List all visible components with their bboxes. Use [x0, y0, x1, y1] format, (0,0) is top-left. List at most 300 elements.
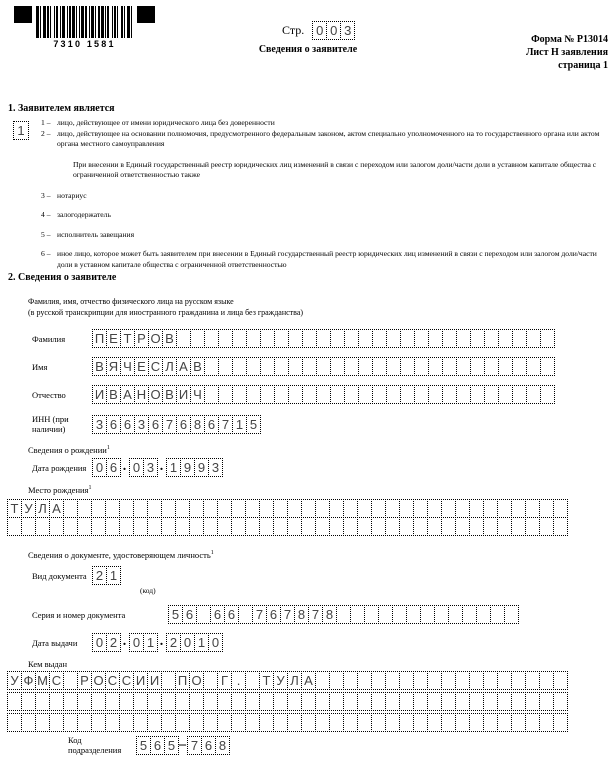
- form-cell[interactable]: [539, 517, 554, 536]
- form-cell[interactable]: [21, 517, 36, 536]
- form-cell[interactable]: [484, 385, 499, 404]
- form-cell[interactable]: 6: [120, 415, 135, 434]
- form-cell[interactable]: [105, 517, 120, 536]
- form-cell[interactable]: [540, 357, 555, 376]
- form-cell[interactable]: [343, 671, 358, 690]
- form-cell[interactable]: Р: [134, 329, 149, 348]
- form-cell[interactable]: [371, 499, 386, 518]
- form-cell[interactable]: [274, 385, 289, 404]
- form-cell[interactable]: 5: [136, 736, 151, 755]
- form-cell[interactable]: [105, 692, 120, 711]
- form-cell[interactable]: [49, 692, 64, 711]
- form-cell[interactable]: Ч: [190, 385, 205, 404]
- form-cell[interactable]: [63, 692, 78, 711]
- form-cell[interactable]: С: [148, 357, 163, 376]
- form-cell[interactable]: [35, 713, 50, 732]
- form-cell[interactable]: [456, 329, 471, 348]
- doc-type-input[interactable]: [92, 566, 120, 585]
- form-cell[interactable]: [469, 713, 484, 732]
- form-cell[interactable]: [161, 692, 176, 711]
- form-cell[interactable]: [203, 713, 218, 732]
- form-cell[interactable]: [470, 385, 485, 404]
- form-cell[interactable]: [231, 499, 246, 518]
- form-cell[interactable]: [399, 692, 414, 711]
- issue-day-input[interactable]: [92, 633, 120, 652]
- form-cell[interactable]: 7: [280, 605, 295, 624]
- form-cell[interactable]: 7: [187, 736, 202, 755]
- form-cell[interactable]: [273, 517, 288, 536]
- form-cell[interactable]: [301, 499, 316, 518]
- form-cell[interactable]: [539, 499, 554, 518]
- form-cell[interactable]: [483, 671, 498, 690]
- form-cell[interactable]: 0: [92, 458, 107, 477]
- form-cell[interactable]: [498, 357, 513, 376]
- form-cell[interactable]: [315, 517, 330, 536]
- form-cell[interactable]: Л: [35, 499, 50, 518]
- page-number-cells[interactable]: [312, 21, 354, 40]
- form-cell[interactable]: 7: [252, 605, 267, 624]
- form-cell[interactable]: [315, 713, 330, 732]
- form-cell[interactable]: [399, 671, 414, 690]
- birth-place-input-line-2[interactable]: [7, 517, 608, 536]
- form-cell[interactable]: [175, 499, 190, 518]
- form-cell[interactable]: [63, 517, 78, 536]
- form-cell[interactable]: 0: [312, 21, 327, 40]
- form-cell[interactable]: 1: [143, 633, 158, 652]
- form-cell[interactable]: [119, 499, 134, 518]
- form-cell[interactable]: [91, 713, 106, 732]
- form-cell[interactable]: 6: [210, 605, 225, 624]
- form-cell[interactable]: [35, 517, 50, 536]
- form-cell[interactable]: [147, 713, 162, 732]
- form-cell[interactable]: [385, 517, 400, 536]
- form-cell[interactable]: [63, 671, 78, 690]
- form-cell[interactable]: [175, 692, 190, 711]
- form-cell[interactable]: 7: [218, 415, 233, 434]
- form-cell[interactable]: [358, 329, 373, 348]
- form-cell[interactable]: [525, 499, 540, 518]
- form-cell[interactable]: 2: [106, 633, 121, 652]
- form-cell[interactable]: [147, 499, 162, 518]
- form-cell[interactable]: [133, 499, 148, 518]
- form-cell[interactable]: [455, 692, 470, 711]
- form-cell[interactable]: [400, 385, 415, 404]
- form-cell[interactable]: [21, 713, 36, 732]
- form-cell[interactable]: В: [162, 385, 177, 404]
- form-cell[interactable]: [330, 385, 345, 404]
- form-cell[interactable]: [260, 329, 275, 348]
- form-cell[interactable]: У: [273, 671, 288, 690]
- form-cell[interactable]: 7: [308, 605, 323, 624]
- form-cell[interactable]: [302, 357, 317, 376]
- form-cell[interactable]: [525, 671, 540, 690]
- form-cell[interactable]: 6: [224, 605, 239, 624]
- issued-by-input-line-2[interactable]: [7, 692, 608, 711]
- form-cell[interactable]: [288, 329, 303, 348]
- form-cell[interactable]: С: [119, 671, 134, 690]
- form-cell[interactable]: [77, 517, 92, 536]
- form-cell[interactable]: [526, 357, 541, 376]
- form-cell[interactable]: [490, 605, 505, 624]
- form-cell[interactable]: [329, 517, 344, 536]
- form-cell[interactable]: [358, 357, 373, 376]
- form-cell[interactable]: [525, 692, 540, 711]
- form-cell[interactable]: П: [92, 329, 107, 348]
- form-cell[interactable]: [497, 499, 512, 518]
- form-cell[interactable]: [77, 692, 92, 711]
- form-cell[interactable]: [539, 671, 554, 690]
- form-cell[interactable]: [217, 517, 232, 536]
- form-cell[interactable]: [357, 517, 372, 536]
- form-cell[interactable]: [428, 385, 443, 404]
- form-cell[interactable]: [497, 671, 512, 690]
- form-cell[interactable]: [371, 692, 386, 711]
- form-cell[interactable]: [420, 605, 435, 624]
- form-cell[interactable]: [176, 329, 191, 348]
- dept-code-right-input[interactable]: [187, 736, 229, 755]
- form-cell[interactable]: [259, 517, 274, 536]
- form-cell[interactable]: [484, 357, 499, 376]
- form-cell[interactable]: [399, 713, 414, 732]
- form-cell[interactable]: [455, 671, 470, 690]
- form-cell[interactable]: [330, 357, 345, 376]
- form-cell[interactable]: [274, 329, 289, 348]
- form-cell[interactable]: [316, 357, 331, 376]
- form-cell[interactable]: Е: [106, 329, 121, 348]
- form-cell[interactable]: [483, 499, 498, 518]
- form-cell[interactable]: [498, 385, 513, 404]
- patronymic-input[interactable]: [92, 385, 554, 404]
- form-cell[interactable]: [413, 713, 428, 732]
- form-cell[interactable]: [511, 713, 526, 732]
- form-cell[interactable]: [357, 499, 372, 518]
- issued-by-input-line-1[interactable]: [7, 671, 608, 690]
- form-cell[interactable]: [336, 605, 351, 624]
- form-cell[interactable]: [203, 499, 218, 518]
- form-cell[interactable]: 0: [326, 21, 341, 40]
- form-cell[interactable]: [455, 499, 470, 518]
- form-cell[interactable]: [399, 499, 414, 518]
- form-cell[interactable]: [413, 671, 428, 690]
- form-cell[interactable]: [553, 517, 568, 536]
- form-cell[interactable]: [413, 517, 428, 536]
- form-cell[interactable]: [428, 329, 443, 348]
- form-cell[interactable]: [371, 671, 386, 690]
- form-cell[interactable]: [350, 605, 365, 624]
- form-cell[interactable]: [35, 692, 50, 711]
- form-cell[interactable]: И: [147, 671, 162, 690]
- form-cell[interactable]: [385, 713, 400, 732]
- form-cell[interactable]: [7, 517, 22, 536]
- form-cell[interactable]: [386, 385, 401, 404]
- form-cell[interactable]: [385, 671, 400, 690]
- form-cell[interactable]: М: [35, 671, 50, 690]
- form-cell[interactable]: [238, 605, 253, 624]
- form-cell[interactable]: У: [7, 671, 22, 690]
- form-cell[interactable]: [540, 385, 555, 404]
- form-cell[interactable]: [49, 713, 64, 732]
- form-cell[interactable]: [302, 385, 317, 404]
- form-cell[interactable]: [512, 385, 527, 404]
- form-cell[interactable]: 2: [166, 633, 181, 652]
- form-cell[interactable]: 6: [148, 415, 163, 434]
- form-cell[interactable]: [301, 517, 316, 536]
- form-cell[interactable]: [246, 357, 261, 376]
- surname-input[interactable]: [92, 329, 554, 348]
- form-cell[interactable]: 3: [134, 415, 149, 434]
- form-cell[interactable]: [427, 713, 442, 732]
- form-cell[interactable]: [539, 713, 554, 732]
- form-cell[interactable]: [427, 692, 442, 711]
- form-cell[interactable]: [218, 329, 233, 348]
- form-cell[interactable]: [469, 499, 484, 518]
- form-cell[interactable]: [175, 713, 190, 732]
- form-cell[interactable]: В: [190, 357, 205, 376]
- form-cell[interactable]: [512, 329, 527, 348]
- form-cell[interactable]: [427, 517, 442, 536]
- form-cell[interactable]: Ч: [120, 357, 135, 376]
- form-cell[interactable]: [7, 692, 22, 711]
- form-cell[interactable]: [414, 329, 429, 348]
- form-cell[interactable]: [553, 671, 568, 690]
- form-cell[interactable]: [343, 692, 358, 711]
- firstname-input[interactable]: [92, 357, 554, 376]
- form-cell[interactable]: 8: [190, 415, 205, 434]
- form-cell[interactable]: [504, 605, 519, 624]
- form-cell[interactable]: 6: [150, 736, 165, 755]
- form-cell[interactable]: [400, 357, 415, 376]
- form-cell[interactable]: [441, 517, 456, 536]
- form-cell[interactable]: [287, 713, 302, 732]
- form-cell[interactable]: [232, 329, 247, 348]
- form-cell[interactable]: [105, 713, 120, 732]
- form-cell[interactable]: [343, 517, 358, 536]
- form-cell[interactable]: Т: [120, 329, 135, 348]
- form-cell[interactable]: [315, 671, 330, 690]
- form-cell[interactable]: [203, 692, 218, 711]
- form-cell[interactable]: [344, 357, 359, 376]
- form-cell[interactable]: 3: [340, 21, 355, 40]
- form-cell[interactable]: 0: [129, 633, 144, 652]
- form-cell[interactable]: С: [105, 671, 120, 690]
- form-cell[interactable]: [344, 329, 359, 348]
- doc-series-input[interactable]: [168, 605, 518, 624]
- form-cell[interactable]: [483, 713, 498, 732]
- form-cell[interactable]: [442, 385, 457, 404]
- form-cell[interactable]: 6: [176, 415, 191, 434]
- form-cell[interactable]: И: [176, 385, 191, 404]
- form-cell[interactable]: 2: [92, 566, 107, 585]
- form-cell[interactable]: [259, 713, 274, 732]
- form-cell[interactable]: [204, 329, 219, 348]
- form-cell[interactable]: 6: [201, 736, 216, 755]
- form-cell[interactable]: [526, 329, 541, 348]
- form-cell[interactable]: [364, 605, 379, 624]
- form-cell[interactable]: [190, 329, 205, 348]
- form-cell[interactable]: [525, 517, 540, 536]
- form-cell[interactable]: А: [301, 671, 316, 690]
- issue-year-input[interactable]: [166, 633, 222, 652]
- form-cell[interactable]: [274, 357, 289, 376]
- form-cell[interactable]: 8: [322, 605, 337, 624]
- form-cell[interactable]: [246, 329, 261, 348]
- form-cell[interactable]: 1: [194, 633, 209, 652]
- form-cell[interactable]: [553, 692, 568, 711]
- form-cell[interactable]: [21, 692, 36, 711]
- form-cell[interactable]: [456, 357, 471, 376]
- form-cell[interactable]: 0: [92, 633, 107, 652]
- form-cell[interactable]: [119, 517, 134, 536]
- form-cell[interactable]: [119, 692, 134, 711]
- form-cell[interactable]: [386, 357, 401, 376]
- form-cell[interactable]: [386, 329, 401, 348]
- form-cell[interactable]: .: [231, 671, 246, 690]
- form-cell[interactable]: [357, 671, 372, 690]
- form-cell[interactable]: [442, 357, 457, 376]
- form-cell[interactable]: Л: [287, 671, 302, 690]
- form-cell[interactable]: [77, 713, 92, 732]
- form-cell[interactable]: 6: [266, 605, 281, 624]
- form-cell[interactable]: [441, 713, 456, 732]
- form-cell[interactable]: С: [49, 671, 64, 690]
- form-cell[interactable]: [245, 713, 260, 732]
- form-cell[interactable]: Ф: [21, 671, 36, 690]
- form-cell[interactable]: [315, 692, 330, 711]
- form-cell[interactable]: [511, 671, 526, 690]
- form-cell[interactable]: [260, 385, 275, 404]
- form-cell[interactable]: [189, 499, 204, 518]
- form-cell[interactable]: 8: [294, 605, 309, 624]
- form-cell[interactable]: О: [148, 329, 163, 348]
- form-cell[interactable]: [497, 692, 512, 711]
- form-cell[interactable]: [511, 692, 526, 711]
- form-cell[interactable]: В: [92, 357, 107, 376]
- form-cell[interactable]: [434, 605, 449, 624]
- form-cell[interactable]: [399, 517, 414, 536]
- form-cell[interactable]: [133, 692, 148, 711]
- form-cell[interactable]: [469, 692, 484, 711]
- form-cell[interactable]: 5: [246, 415, 261, 434]
- form-cell[interactable]: [288, 357, 303, 376]
- form-cell[interactable]: [204, 357, 219, 376]
- form-cell[interactable]: [329, 499, 344, 518]
- form-cell[interactable]: [231, 517, 246, 536]
- form-cell[interactable]: [91, 692, 106, 711]
- form-cell[interactable]: Р: [77, 671, 92, 690]
- form-cell[interactable]: [470, 329, 485, 348]
- birth-month-input[interactable]: [129, 458, 157, 477]
- form-cell[interactable]: [456, 385, 471, 404]
- form-cell[interactable]: [497, 517, 512, 536]
- form-cell[interactable]: А: [120, 385, 135, 404]
- form-cell[interactable]: [259, 692, 274, 711]
- form-cell[interactable]: Л: [162, 357, 177, 376]
- form-cell[interactable]: [539, 692, 554, 711]
- form-cell[interactable]: [217, 499, 232, 518]
- form-cell[interactable]: Т: [7, 499, 22, 518]
- form-cell[interactable]: [498, 329, 513, 348]
- form-cell[interactable]: [175, 517, 190, 536]
- form-cell[interactable]: [427, 499, 442, 518]
- form-cell[interactable]: 5: [168, 605, 183, 624]
- form-cell[interactable]: [63, 499, 78, 518]
- form-cell[interactable]: [526, 385, 541, 404]
- form-cell[interactable]: 6: [106, 415, 121, 434]
- form-cell[interactable]: [301, 713, 316, 732]
- form-cell[interactable]: [385, 692, 400, 711]
- form-cell[interactable]: [273, 499, 288, 518]
- form-cell[interactable]: 5: [164, 736, 179, 755]
- inn-input[interactable]: [92, 415, 260, 434]
- form-cell[interactable]: [469, 517, 484, 536]
- form-cell[interactable]: [231, 713, 246, 732]
- form-cell[interactable]: 3: [143, 458, 158, 477]
- form-cell[interactable]: [343, 713, 358, 732]
- form-cell[interactable]: [245, 499, 260, 518]
- form-cell[interactable]: [77, 499, 92, 518]
- applicant-type-input[interactable]: 1: [13, 121, 29, 140]
- form-cell[interactable]: [329, 671, 344, 690]
- form-cell[interactable]: [357, 692, 372, 711]
- form-cell[interactable]: О: [148, 385, 163, 404]
- form-cell[interactable]: [497, 713, 512, 732]
- form-cell[interactable]: [329, 692, 344, 711]
- form-cell[interactable]: [553, 713, 568, 732]
- form-cell[interactable]: [203, 671, 218, 690]
- form-cell[interactable]: 1: [106, 566, 121, 585]
- form-cell[interactable]: [91, 499, 106, 518]
- form-cell[interactable]: [441, 671, 456, 690]
- form-cell[interactable]: [476, 605, 491, 624]
- birth-year-input[interactable]: [166, 458, 222, 477]
- form-cell[interactable]: [161, 517, 176, 536]
- form-cell[interactable]: [413, 499, 428, 518]
- form-cell[interactable]: [553, 499, 568, 518]
- form-cell[interactable]: 3: [208, 458, 223, 477]
- form-cell[interactable]: [232, 357, 247, 376]
- issued-by-input-line-3[interactable]: [7, 713, 608, 732]
- form-cell[interactable]: [442, 329, 457, 348]
- form-cell[interactable]: [196, 605, 211, 624]
- form-cell[interactable]: Е: [134, 357, 149, 376]
- form-cell[interactable]: 6: [182, 605, 197, 624]
- form-cell[interactable]: [540, 329, 555, 348]
- form-cell[interactable]: 0: [208, 633, 223, 652]
- form-cell[interactable]: А: [176, 357, 191, 376]
- form-cell[interactable]: И: [133, 671, 148, 690]
- form-cell[interactable]: [7, 713, 22, 732]
- form-cell[interactable]: [483, 692, 498, 711]
- form-cell[interactable]: [525, 713, 540, 732]
- form-cell[interactable]: [302, 329, 317, 348]
- form-cell[interactable]: [470, 357, 485, 376]
- form-cell[interactable]: [378, 605, 393, 624]
- form-cell[interactable]: [316, 385, 331, 404]
- form-cell[interactable]: А: [49, 499, 64, 518]
- form-cell[interactable]: [91, 517, 106, 536]
- form-cell[interactable]: 1: [166, 458, 181, 477]
- form-cell[interactable]: [358, 385, 373, 404]
- form-cell[interactable]: [217, 692, 232, 711]
- form-cell[interactable]: [133, 713, 148, 732]
- form-cell[interactable]: [232, 385, 247, 404]
- form-cell[interactable]: [511, 517, 526, 536]
- form-cell[interactable]: [427, 671, 442, 690]
- form-cell[interactable]: [428, 357, 443, 376]
- form-cell[interactable]: [189, 692, 204, 711]
- form-cell[interactable]: [301, 692, 316, 711]
- form-cell[interactable]: [484, 329, 499, 348]
